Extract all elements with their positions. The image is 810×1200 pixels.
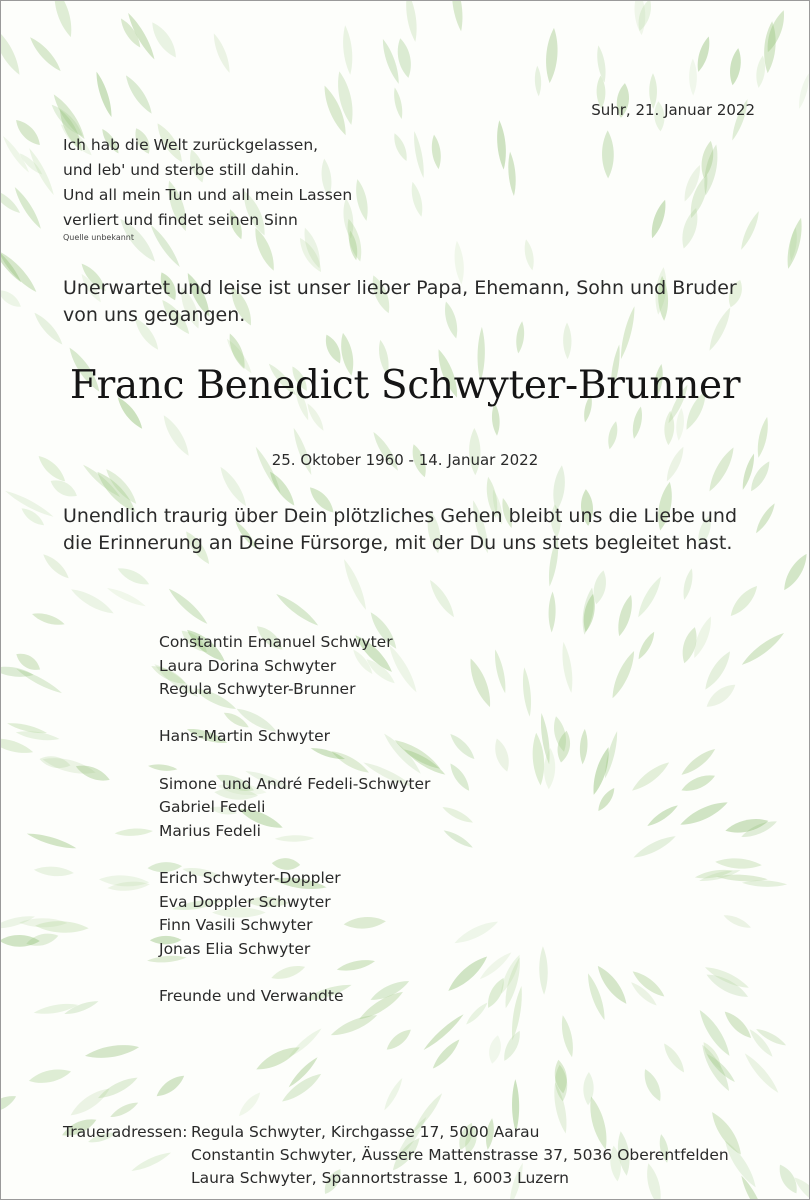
- leaf-shape: [522, 238, 536, 271]
- leaf-shape: [411, 131, 426, 179]
- leaf-shape: [31, 610, 66, 628]
- leaf-shape: [495, 120, 508, 170]
- leaf-shape: [122, 73, 155, 116]
- leaf-shape: [722, 912, 752, 931]
- leaf-shape: [679, 745, 718, 778]
- leaf-shape: [210, 32, 233, 74]
- deceased-name: Franc Benedict Schwyter-Brunner: [69, 363, 741, 408]
- leaf-shape: [1, 248, 40, 295]
- leaf-shape: [403, 1, 419, 43]
- leaf-shape: [640, 1067, 665, 1104]
- mourner-name: Marius Fedeli: [159, 821, 261, 840]
- addresses-label: Traueradressen:: [63, 1123, 188, 1141]
- mourner-name: Gabriel Fedeli: [159, 798, 266, 817]
- leaf-shape: [106, 585, 148, 609]
- poem-line: verliert und findet seinen Sinn: [63, 211, 298, 229]
- leaf-shape: [1, 186, 23, 216]
- leaf-shape: [115, 564, 151, 589]
- leaf-shape: [783, 217, 805, 270]
- leaf-shape: [465, 656, 495, 709]
- leaf-shape: [31, 310, 65, 347]
- mourner-name: Constantin Emanuel Schwyter: [159, 633, 393, 651]
- leaf-shape: [780, 551, 809, 593]
- leaf-shape: [452, 917, 500, 947]
- leaf-shape: [50, 1, 76, 39]
- leaf-shape: [534, 65, 542, 96]
- leaf-shape: [69, 585, 116, 618]
- leaf-shape: [660, 1041, 687, 1075]
- poem-line: und leb' und sterbe still dahin.: [63, 161, 300, 179]
- leaf-shape: [254, 1042, 303, 1074]
- leaf-shape: [544, 27, 559, 83]
- leaf-shape: [391, 132, 410, 163]
- leaf-shape: [728, 47, 744, 86]
- mourners-list: [159, 631, 430, 1032]
- life-dates: 25. Oktober 1960 - 14. Januar 2022: [271, 451, 539, 469]
- leaf-shape: [28, 1066, 73, 1087]
- mourner-group: [159, 773, 430, 844]
- leaf-shape: [1, 24, 24, 78]
- leaf-shape: [742, 1051, 782, 1096]
- leaf-shape: [521, 667, 533, 717]
- leaf-shape: [236, 1090, 263, 1119]
- leaf-shape: [130, 1149, 173, 1174]
- mourner-name: Simone und André Fedeli-Schwyter: [159, 774, 431, 793]
- leaf-shape: [727, 582, 762, 619]
- leaf-shape: [559, 1014, 576, 1058]
- leaf-shape: [648, 198, 669, 239]
- leaf-shape: [679, 771, 717, 795]
- mourner-name: Finn Vasili Schwyter: [159, 916, 313, 935]
- leaf-shape: [67, 1084, 112, 1120]
- leaf-shape: [442, 828, 474, 851]
- leaf-shape: [608, 649, 639, 700]
- leaf-shape: [678, 797, 730, 829]
- mourner-name: Erich Schwyter-Doppler: [159, 868, 341, 887]
- leaf-shape: [491, 737, 512, 774]
- address-line: Regula Schwyter, Kirchgasse 17, 5000 Aarau: [191, 1123, 540, 1141]
- leaf-shape: [353, 178, 371, 222]
- mourner-name: Jonas Elia Schwyter: [159, 939, 311, 958]
- poem-source: Quelle unbekannt: [63, 233, 135, 242]
- leaf-shape: [430, 134, 443, 170]
- leaf-shape: [796, 73, 809, 110]
- leaf-shape: [27, 34, 64, 74]
- intro-line: Unerwartet und leise ist unser lieber Papa, Ehemann, Sohn und Bruder: [63, 277, 737, 299]
- leaf-shape: [606, 420, 620, 450]
- poem: [63, 133, 352, 233]
- leaf-shape: [629, 759, 672, 795]
- place-date: Suhr, 21. Januar 2022: [591, 101, 755, 119]
- leaf-shape: [543, 748, 556, 790]
- leaf-shape: [409, 181, 426, 218]
- leaf-shape: [739, 630, 786, 669]
- leaf-shape: [114, 827, 153, 837]
- mourner-group: [159, 725, 430, 749]
- leaf-shape: [449, 1, 465, 32]
- leaf-shape: [595, 786, 618, 814]
- closing-line: die Erinnerung an Deine Fürsorge, mit der Du uns stets begleitet hast.: [63, 532, 733, 554]
- leaf-shape: [340, 558, 369, 612]
- poem-line: Ich hab die Welt zurückgelassen,: [63, 136, 319, 154]
- leaf-shape: [84, 1042, 140, 1062]
- leaf-shape: [447, 761, 473, 793]
- leaf-shape: [645, 803, 679, 829]
- leaf-shape: [721, 1008, 754, 1042]
- leaf-shape: [548, 591, 556, 632]
- leaf-shape: [1, 1092, 18, 1117]
- leaf-shape: [698, 1042, 734, 1094]
- leaf-shape: [1, 134, 31, 174]
- address-line: Laura Schwyter, Spannortstrasse 1, 6003 Luzern: [191, 1169, 569, 1187]
- leaf-shape: [632, 832, 678, 861]
- mourner-name: Laura Dorina Schwyter: [159, 656, 337, 675]
- leaf-shape: [93, 70, 115, 118]
- leaf-shape: [681, 568, 695, 601]
- leaf-shape: [441, 804, 475, 826]
- leaf-shape: [154, 1072, 188, 1100]
- leaf-shape: [26, 147, 56, 197]
- leaf-shape: [614, 593, 636, 637]
- mourner-group: [159, 867, 430, 961]
- leaf-shape: [500, 1029, 524, 1063]
- leaf-shape: [738, 210, 762, 251]
- leaf-shape: [579, 729, 589, 765]
- leaf-shape: [689, 59, 697, 96]
- leaf-shape: [635, 630, 657, 661]
- mourner-name: Hans-Martin Schwyter: [159, 727, 331, 746]
- mourner-group: [159, 985, 430, 1009]
- leaf-shape: [1, 734, 35, 757]
- leaf-shape: [694, 35, 713, 73]
- leaf-shape: [392, 87, 405, 120]
- leaf-shape: [715, 857, 762, 870]
- leaf-shape: [274, 591, 321, 629]
- leaf-shape: [34, 865, 75, 878]
- mourner-group: [159, 631, 430, 702]
- leaf-shape: [26, 830, 78, 851]
- leaf-shape: [382, 1077, 405, 1112]
- addresses-list: [191, 1121, 729, 1190]
- leaf-shape: [634, 574, 664, 619]
- leaf-shape: [492, 649, 508, 694]
- leaf-shape: [678, 206, 702, 250]
- mourner-name: Regula Schwyter-Brunner: [159, 680, 356, 699]
- address-line: Constantin Schwyter, Äussere Mattenstrasse 37, 5036 Oberentfelden: [191, 1146, 729, 1164]
- leaf-shape: [426, 578, 458, 620]
- leaf-shape: [464, 1001, 490, 1027]
- leaf-shape: [487, 1034, 504, 1065]
- poem-line: Und all mein Tun und all mein Lassen: [63, 186, 353, 204]
- leaf-shape: [507, 151, 518, 196]
- leaf-shape: [341, 25, 354, 75]
- leaf-shape: [109, 1099, 140, 1120]
- leaf-shape: [166, 586, 210, 627]
- leaf-shape: [447, 731, 477, 762]
- leaf-shape: [12, 116, 44, 149]
- leaf-shape: [602, 130, 614, 178]
- leaf-shape: [539, 946, 549, 995]
- leaf-shape: [753, 502, 777, 535]
- mourner-name: Freunde und Verwandte: [159, 986, 344, 1005]
- leaf-shape: [560, 641, 576, 693]
- mourner-name: Eva Doppler Schwyter: [159, 892, 331, 911]
- leaf-shape: [1, 286, 24, 310]
- closing-line: Unendlich traurig über Dein plötzliches Gehen bleibt uns die Liebe und: [63, 505, 738, 527]
- closing-text: [63, 503, 737, 557]
- intro-text: [63, 275, 737, 329]
- intro-line: von uns gegangen.: [63, 304, 246, 326]
- leaf-shape: [630, 406, 644, 440]
